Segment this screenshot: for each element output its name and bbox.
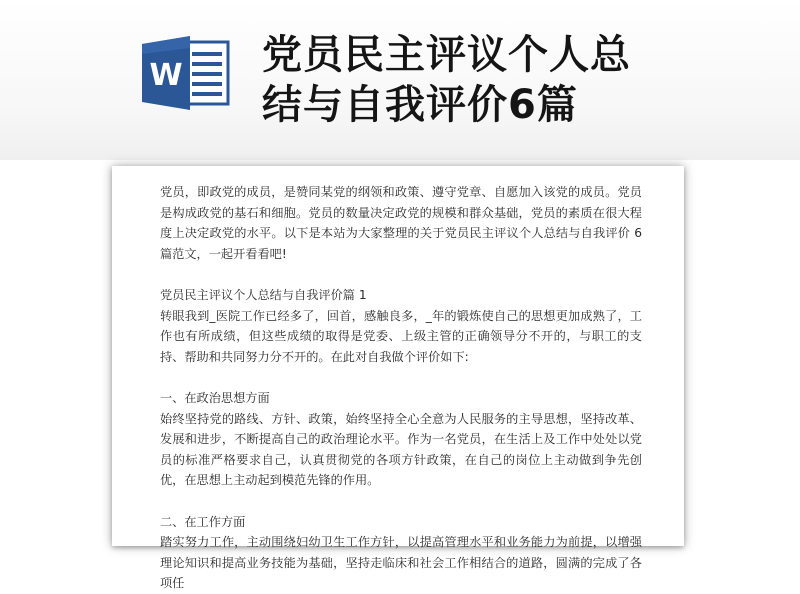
part2-heading: 二、在工作方面 [160, 514, 246, 529]
title-line-2: 结与自我评价6篇 [262, 82, 578, 128]
intro-paragraph: 党员，即政党的成员，是赞同某党的纲领和政策、遵守党章、自愿加入该党的成员。党员是构成政党的基石和细胞。党员的数量决定政党的规模和群众基础，党员的素质在很大程度上决定政党的水平。以下是本站为大家整理的关于党员民主评议个人总结与自我评价 6 篇范文，一起开看看吧! [160, 185, 642, 261]
section-intro-paragraph: 转眼我到_医院工作已经多了，回首，感触良多，_年的锻炼使自己的思想更加成熟了，工作也有所成绩，但这些成绩的取得是党委、上级主管的正确领导分不开的，与职工的支持、帮助和共同努力分不开的。在此对自我做个评价如下: [160, 308, 642, 364]
word-icon-letter: W [149, 58, 183, 93]
section-heading: 党员民主评议个人总结与自我评价篇 1 [160, 287, 367, 302]
document-body [160, 182, 642, 594]
title-line-1: 党员民主评议个人总 [262, 32, 631, 78]
part1-paragraph: 始终坚持党的路线、方针、政策，始终坚持全心全意为人民服务的主导思想，坚持改革、发展和进步，不断提高自己的政治理论水平。作为一名党员，在生活上及工作中处处以党员的标准严格要求自己，认真贯彻党的各项方针政策，在自己的岗位上主动做到争先创优，在思想上主动起到模范先锋的作用。 [160, 411, 642, 488]
word-document-icon [140, 34, 232, 112]
part2-paragraph: 踏实努力工作，主动围绕妇幼卫生工作方针，以提高管理水平和业务能力为前提，以增强理论知识和提高业务技能为基础，坚持走临床和社会工作相结合的道路，圆满的完成了各项任 [160, 535, 642, 591]
page-title [262, 30, 782, 130]
part1-heading: 一、在政治思想方面 [160, 390, 270, 405]
document-page [112, 166, 684, 591]
